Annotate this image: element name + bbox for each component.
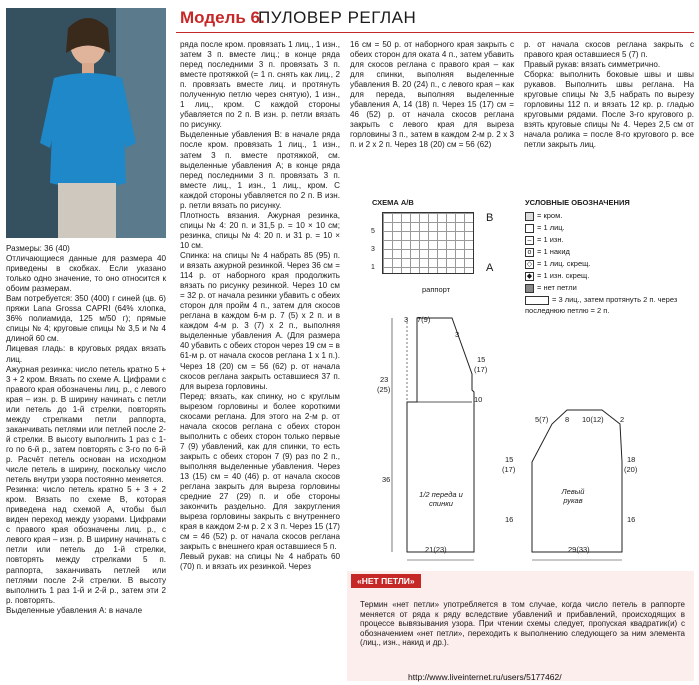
schema-b-marker: B bbox=[486, 212, 494, 224]
sleeve-dim-3: 10(12) bbox=[582, 415, 604, 424]
schema-row-3: 3 bbox=[371, 246, 375, 253]
no-loop-text: Термин «нет петли» употребляется в том случае, когда число петель в раппорте меняется от ряда к ряду вследствие убавлений и прибавлений, происходящих в процессе вывязывания узора. При чтении схемы следует, пропуская квадратик(и) с обозначением «нет петли», переходить к выполнению следующего за ним элемента (лиц., изн., накид и др.). bbox=[360, 600, 685, 647]
garment-schematic bbox=[352, 312, 697, 572]
sleeve-dim-4: 2 bbox=[620, 415, 625, 424]
schema-row-5: 5 bbox=[371, 228, 375, 235]
pattern-chart bbox=[382, 212, 474, 274]
legend-item-no-loop: = нет петли bbox=[525, 282, 577, 293]
sleeve-dim-16b: 16 bbox=[627, 515, 636, 524]
twisted-knit-symbol-icon: ◇ bbox=[526, 260, 533, 268]
no-loop-symbol-icon bbox=[525, 284, 534, 293]
dim-23: 23 bbox=[380, 375, 389, 384]
rapport-label: раппорт bbox=[422, 285, 451, 294]
dim-bottom: 21(23) bbox=[425, 545, 447, 554]
source-url[interactable]: http://www.liveinternet.ru/users/5177462/ bbox=[408, 672, 562, 682]
front-back-label: 1/2 переда и спинки bbox=[419, 490, 463, 508]
dim-top-2: 7(9) bbox=[417, 315, 431, 324]
legend-title: УСЛОВНЫЕ ОБОЗНАЧЕНИЯ bbox=[525, 198, 630, 207]
sleeve-dim-bottom: 29(33) bbox=[568, 545, 590, 554]
dim-25: (25) bbox=[377, 385, 391, 394]
schema-label: СХЕМА А/В bbox=[372, 198, 414, 207]
sleeve-dim-16a: 16 bbox=[505, 515, 514, 524]
legend-item-twisted-purl: ◆ = 1 изн. скрещ. bbox=[526, 271, 590, 280]
dim-15: 15 bbox=[477, 355, 486, 364]
dim-10: 10 bbox=[474, 395, 483, 404]
sleeve-dim-18: 18 bbox=[627, 455, 636, 464]
legend-item-twisted-knit: ◇ = 1 лиц. скрещ. bbox=[526, 259, 591, 268]
legend-item-knit: = 1 лиц. bbox=[525, 222, 565, 233]
legend-item-edge: = кром. bbox=[525, 210, 562, 221]
text-column-2: ряда после кром. провязать 1 лиц., 1 изн., затем 3 п. вместе лиц.; в конце ряда перед последними 3 п. провязать 3 п. вместе протяжкой (= 1 п. снять как лиц., 2 п. провязать вместе лиц. и протянуть полученную петлю через снятую), 1 изн., 1 лиц., кром. С каждой стороны убавляется по 2 п. В изн. р. петли вязать по рисунку. Выделенные убавления В: в начале ряда после кром. провязать 1 лиц., 1 изн., затем 3 п. вместе протяжкой, см. выделенные убавления А; в конце ряда перед последними 3 п. провязать 3 п. вместе лиц., 1 изн., 1 лиц., кром. С каждой стороны убавляется по 2 п. В изн. р. петли вязать по рисунку. Плотность вязания. Ажурная резинка, спицы № 4: 20 п. и 31,5 р. = 10 × 10 см; резинка, спицы № 4: 20 п. и 31 р. = 10 × 10 см. Спинка: на спицы № 4 набрать 85 (95) п. и вязать ажурной резинкой. Через 36 см = 114 р. от наборного края продолжить вязать по рисунку резинкой. Через 10 см = 32 р. от начала резинки убавить с обеих сторон для пройм 4 п., затем для скосов реглана в каждом 6-м р. 7 (5) x 2 п. и в каждом 4-м р. 3 (7) x 2 п., выполняя выделенные убавления А. (Для размера 40 убавить с обеих сторон через 19 см = в 61-м р. от начала скосов реглана 1 x 1 п.). Через 18 (20) см = 56 (62) р. от начала скосов реглана закрыть оставшиеся 37 п. для выреза горловины. Перед: вязать, как спинку, но с круглым вырезом горловины и более короткими скосами реглана. Для этого на 2-м р. от начала скосов реглана с обеих сторон выполнить с обеих сторон только первые 7 (9) убавлений, как для спинки, то есть закрыть с обеих сторон 7 (9) раз по 2 п., выполняя выделенные убавления. Через 13 (15) см = 40 (46) р. от начала скосов реглана закрыть для выреза горловины средние 27 (29) п. и обе стороны закончить раздельно. Для закругления выреза горловины закрыть с внутреннего края в каждом 2-м р. 2 x 3 п. Через 15 (17) см = 46 (52) р. от начала скосов реглана закрыть с внешнего края оставшиеся 5 п. Левый рукав: на спицы № 4 набрать 60 (70) п. и вязать их резинкой. Через bbox=[180, 40, 340, 572]
dim-36: 36 bbox=[382, 475, 391, 484]
legend-item-purl: – = 1 изн. bbox=[525, 234, 564, 245]
sleeve-label: Левый рукав bbox=[561, 487, 585, 505]
text-column-4: р. от начала скосов реглана закрыть с правого края оставшиеся 5 (7) п. Правый рукав: вязать симметрично. Сборка: выполнить боковые швы и швы рукавов. Выполнить швы реглана. На круговые спицы № 3,5 набрать по вырезу горловины 112 п. и вязать 12 кр. р. гладью круговыми рядами. После 3-го кругового р. взять круговые спицы № 4. Через 2,5 см от начала ролика = после 8-го кругового р. все петли закрыть лиц. bbox=[524, 40, 694, 150]
dim-top-3: 3 bbox=[455, 330, 460, 339]
model-figure-illustration bbox=[6, 8, 166, 238]
schema-a-marker: A bbox=[486, 262, 494, 274]
model-title: ПУЛОВЕР РЕГЛАН bbox=[258, 8, 417, 27]
model-number: Модель 6. bbox=[180, 8, 265, 27]
purl-symbol-icon: – bbox=[525, 236, 534, 245]
no-loop-tag: «НЕТ ПЕТЛИ» bbox=[351, 574, 421, 588]
text-column-3: 16 см = 50 р. от наборного края закрыть с обеих сторон для оката 4 п., затем убавить для скосов реглана с правого края – как для спинки, выполняя выделенные убавления В. 20 (24) п., с левого края – как для переда, выполняя выделенные убавления А, 14 (18) п. Через 15 (17) см = 46 (52) р. от начала скосов реглана закрыть с левого края для выреза горловины 3 п., затем в каждом 2-м р. 2 x 3 п. и 2 x 2 п. Через 18 (20) см = 56 (62) bbox=[350, 40, 514, 150]
edge-symbol-icon bbox=[525, 212, 534, 221]
dim-17: (17) bbox=[474, 365, 488, 374]
sleeve-dim-1: 5(7) bbox=[535, 415, 549, 424]
legend-item-decrease: = 3 лиц., затем протянуть 2 п. через последнюю петлю = 2 п. bbox=[525, 295, 678, 315]
yarnover-symbol-icon: o bbox=[525, 248, 534, 257]
legend-item-yarnover: o = 1 накид bbox=[525, 246, 570, 257]
sleeve-dim-2: 8 bbox=[565, 415, 570, 424]
sleeve-dim-15: 15 bbox=[505, 455, 514, 464]
schema-row-1: 1 bbox=[371, 264, 375, 271]
decrease-symbol-icon bbox=[525, 296, 549, 305]
model-photo bbox=[6, 8, 166, 238]
text-column-1: Размеры: 36 (40) Отличающиеся данные для размера 40 приведены в скобках. Если указано только одно значение, то оно относится к обоим размерам. Вам потребуется: 350 (400) г синей (цв. 6) пряжи Lana Grossa CAPRI (64% хлопка, 36% полиамида, 125 м/50 г); прямые спицы № 4; круговые спицы № 3,5 и № 4 длиной 60 см. Лицевая гладь: в круговых рядах вязать лиц. Ажурная резинка: число петель кратно 5 + 3 + 2 кром. Вязать по схеме А. Цифрами с правого края обозначены лиц. р., с левого края – изн. р. В ширину начинать с петли или петель до 1-й стрелки, повторять между стрелками петли раппорта, заканчивать петлями или петлей после 2-й стрелки. В высоту выполнить 1 раз с 1-го по 6-й р., затем повторять с 3-го по 6-й р. Расчёт петель основан на исходном числе петель в ширину, поскольку число петель внутри узора постоянно меняется. Резинка: число петель кратно 5 + 3 + 2 кром. Вязать по схеме В, которая приведена над схемой А, чтобы был виден переход между узорами. Цифрами с правого края обозначены лиц. р., с левого края – изн. р. В ширину начинать с петли или петель до 1-й стрелки, повторять между стрелками 5 п. раппорта, заканчивать петлей или петлями после 2-й стрелки. В высоту выполнить 1 раз 1-й и 2-й р., затем эти 2 р. повторять. Выделенные убавления А: в начале bbox=[6, 244, 166, 615]
dim-top-1: 3 bbox=[404, 315, 409, 324]
twisted-purl-symbol-icon: ◆ bbox=[526, 272, 533, 280]
sleeve-dim-20: (20) bbox=[624, 465, 638, 474]
sleeve-dim-17: (17) bbox=[502, 465, 516, 474]
knit-symbol-icon bbox=[525, 224, 534, 233]
